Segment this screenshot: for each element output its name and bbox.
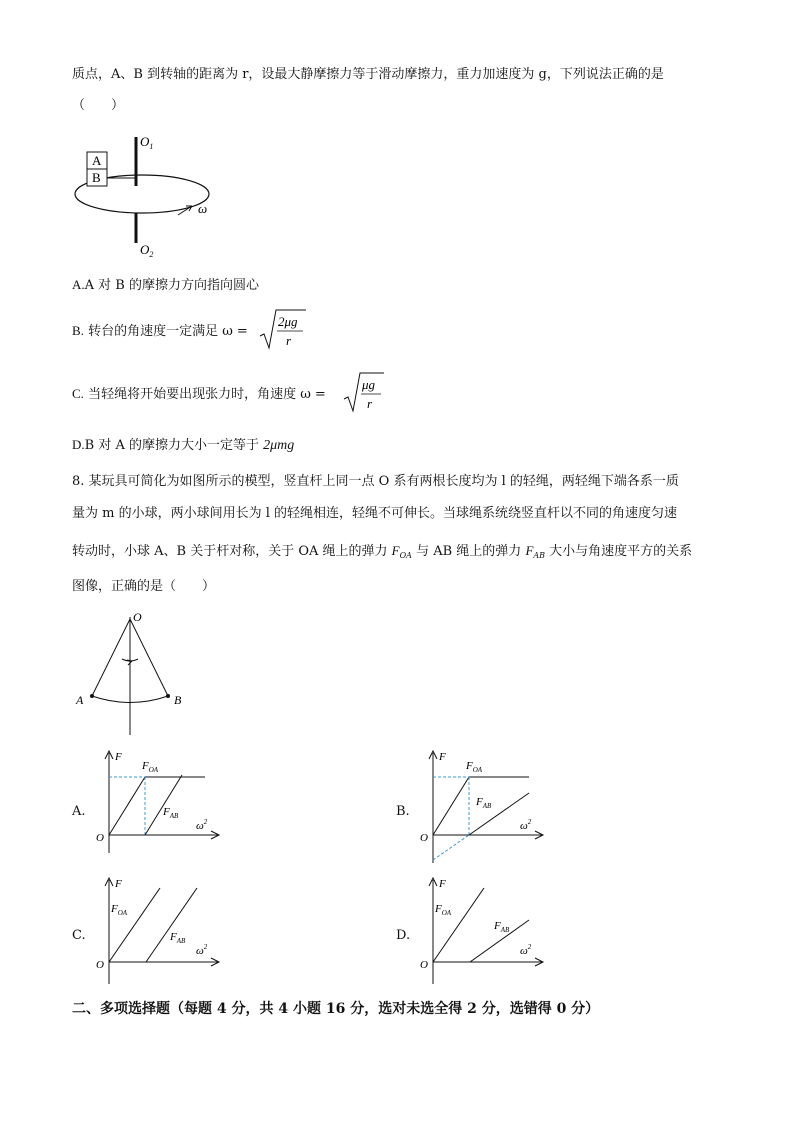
graph-d bbox=[414, 872, 554, 992]
rope-ob bbox=[130, 619, 168, 696]
svg-text:FOA: $F_{OA}$ bbox=[111, 903, 128, 917]
graph-c-line-fab bbox=[146, 888, 197, 962]
graph-d-letter: D. bbox=[396, 928, 411, 943]
a-label: A bbox=[76, 693, 84, 707]
o-label: O bbox=[133, 610, 142, 624]
formula-c-numerator: μg bbox=[362, 377, 376, 392]
formula-b-denominator: r bbox=[286, 333, 292, 348]
q8-stem-line4: 图像，正确的是（ ） bbox=[72, 579, 216, 594]
svg-text:F: F bbox=[439, 751, 446, 763]
svg-text:ω2: $\omega^2$ bbox=[520, 818, 532, 832]
rope-oa bbox=[92, 619, 130, 696]
rotation-arrow bbox=[178, 206, 192, 215]
box-a-label: A bbox=[92, 153, 102, 168]
svg-text:O: O bbox=[96, 832, 104, 844]
graph-b-letter: B. bbox=[396, 804, 410, 819]
svg-text:O: O bbox=[420, 832, 428, 844]
graph-a-line-fab bbox=[145, 775, 182, 835]
svg-text:ω2: $\omega^2$ bbox=[196, 818, 208, 832]
svg-text:O: O bbox=[420, 959, 428, 971]
q7-stem-line2: （ ） bbox=[72, 98, 125, 113]
graph-d-line-foa bbox=[433, 888, 484, 962]
svg-text:FAB: $F_{AB}$ bbox=[494, 920, 510, 934]
graph-c-letter: C. bbox=[72, 928, 86, 943]
q7-option-d: D.B 对 A 的摩擦力大小一定等于 2μmg bbox=[72, 437, 295, 453]
svg-text:FAB: $F_{AB}$ bbox=[170, 931, 186, 945]
sqrt-formula-c bbox=[342, 371, 387, 415]
svg-text:FOA: $F_{OA}$ bbox=[435, 903, 452, 917]
q7-option-c: C. 当轻绳将开始要出现张力时，角速度 ω = bbox=[72, 386, 326, 402]
graph-b-dash-extension bbox=[433, 835, 469, 860]
sqrt-formula-b bbox=[258, 308, 308, 352]
svg-text:F: F bbox=[115, 878, 122, 890]
q8-stem-line3: 转动时，小球 A、B 关于杆对称，关于 OA 绳上的弹力 $F_{OA}$ 与 AB 绳上的弹力 $F_{AB}$ 大小与角速度平方的关系 bbox=[72, 543, 693, 560]
graph-c bbox=[90, 872, 230, 992]
graph-b bbox=[414, 745, 554, 867]
o1-label: $O_1$ bbox=[140, 134, 154, 151]
q8-stem-line1: 8. 某玩具可简化为如图所示的模型，竖直杆上同一点 O 系有两根长度均为 l 的轻绳，两轻绳下端各系一质 bbox=[72, 474, 679, 489]
svg-text:ω2: $\omega^2$ bbox=[196, 943, 208, 957]
formula-b-numerator: 2μg bbox=[278, 314, 298, 329]
graph-a-line-foa-rise bbox=[109, 777, 145, 835]
q7-option-a: A.A 对 B 的摩擦力方向指向圆心 bbox=[72, 277, 259, 293]
svg-text:O: O bbox=[96, 959, 104, 971]
svg-text:FOA: $F_{OA}$ bbox=[466, 760, 483, 774]
graph-a bbox=[90, 745, 230, 860]
svg-text:ω2: $\omega^2$ bbox=[520, 943, 532, 957]
svg-text:FOA: $F_{OA}$ bbox=[142, 760, 159, 774]
box-b-label: B bbox=[92, 170, 101, 185]
b-label: B bbox=[174, 693, 182, 707]
graph-b-line-foa-rise bbox=[433, 777, 469, 835]
q7-option-b: B. 转台的角速度一定满足 ω = bbox=[72, 323, 248, 339]
q8-stem-line2: 量为 m 的小球，两小球间用长为 l 的轻绳相连，轻绳不可伸长。当球绳系统绕竖直杆以不同的角速度匀速 bbox=[72, 506, 678, 521]
ball-b bbox=[166, 694, 170, 698]
formula-c-denominator: r bbox=[367, 396, 373, 411]
turntable-figure bbox=[70, 130, 220, 260]
pendulum-figure bbox=[70, 605, 190, 740]
svg-text:F: F bbox=[439, 878, 446, 890]
ball-a bbox=[90, 694, 94, 698]
graph-a-letter: A. bbox=[72, 804, 86, 819]
o2-label: $O_2$ bbox=[140, 242, 154, 259]
section-2-title: 二、多项选择题（每题 4 分，共 4 小题 16 分，选对未选全得 2 分，选错得 0 分） bbox=[72, 1001, 600, 1017]
svg-text:FAB: $F_{AB}$ bbox=[476, 796, 492, 810]
omega-label: ω bbox=[198, 201, 208, 216]
svg-text:F: F bbox=[115, 751, 122, 763]
svg-text:FAB: $F_{AB}$ bbox=[163, 806, 179, 820]
graph-c-line-foa bbox=[109, 888, 160, 962]
q7-stem-line1: 质点，A、B 到转轴的距离为 r，设最大静摩擦力等于滑动摩擦力，重力加速度为 g，下列说法正确的是 bbox=[72, 67, 664, 82]
